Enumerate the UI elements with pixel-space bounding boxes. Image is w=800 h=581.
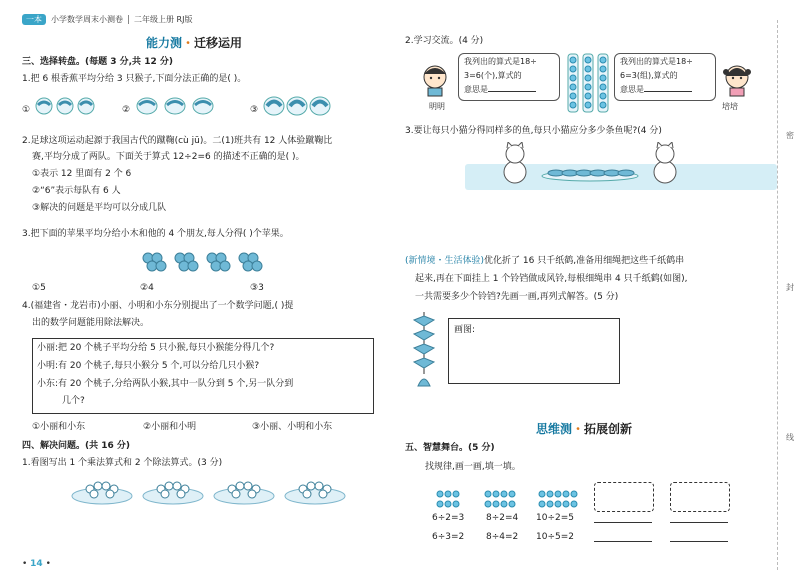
- q4-line-xiaoming: 小明:有 20 个桃子,每只小猴分 5 个,可以分给几只小猴?: [37, 361, 260, 371]
- bubble-1-text-3: 意思是: [464, 85, 488, 94]
- bubble-1-line-1: 我列出的算式是18÷: [464, 57, 537, 66]
- divider: [128, 15, 129, 24]
- page-number: • 14 •: [22, 559, 51, 569]
- question-2-line-2: 赛,平均分成了两队。下面关于算式 12÷2=6 的描述不正确的是( )。: [32, 152, 305, 162]
- q4-line-xiaodong: 小东:有 20 个桃子,分给两队小猴,其中一队分到 5 个,另一队分到: [37, 379, 294, 389]
- q3-option-3[interactable]: ③3: [250, 283, 264, 293]
- q2-option-2[interactable]: ②“6”表示每队有 6 人: [32, 186, 121, 196]
- cake-plates: [70, 476, 360, 506]
- problem-4-line-2: 起来,再在下面挂上 1 个铃铛做成风铃,每根细绳串 4 只千纸鹤(如图),: [415, 274, 688, 284]
- girl-name: 培培: [722, 102, 738, 111]
- problem-3: 3.要让每只小猫分得同样多的鱼,每只小猫应分多少条鱼呢?(4 分): [405, 126, 662, 136]
- section-title-ability: [146, 34, 242, 51]
- answer-blank-1[interactable]: [488, 91, 536, 92]
- bubble-2-line-2: 6=3(组),算式的: [620, 71, 678, 80]
- q4-option-2[interactable]: ②小丽和小明: [143, 422, 197, 432]
- logo: 一本: [22, 14, 46, 25]
- problem-4-line-1: [405, 255, 684, 267]
- book-title: 小学数学周末小测卷: [51, 14, 123, 24]
- binding-margin: [777, 20, 800, 570]
- binding-char-1: 密: [786, 131, 794, 140]
- section-5-instruction: 找规律,画一画,填一填。: [425, 462, 521, 472]
- equation-blank-bottom-2[interactable]: [670, 541, 728, 542]
- section-5-heading: 五、智慧舞台。(5 分): [405, 443, 495, 453]
- equation-top-3: 10÷2=5: [536, 513, 574, 523]
- fish-plate: [540, 166, 640, 182]
- drawing-label: 画图:: [454, 325, 476, 335]
- q4-line-xiaoli: 小丽:把 20 个桃子平均分给 5 只小猴,每只小猴能分得几个?: [37, 343, 275, 353]
- paper-crane-windchime-icon: [410, 312, 438, 394]
- section-title-thinking: [536, 420, 632, 437]
- girl-avatar: [722, 62, 752, 98]
- boy-name: 明明: [429, 102, 445, 111]
- title-part-b: 迁移运用: [194, 36, 243, 50]
- question-3: 3.把下面的苹果平均分给小木和他的 4 个朋友,每人分得( )个苹果。: [22, 229, 289, 239]
- binding-char-2: 封: [786, 283, 794, 292]
- q1-option-3[interactable]: ③: [250, 105, 259, 115]
- answer-blank-2[interactable]: [644, 91, 692, 92]
- pattern-answer-box-2[interactable]: [670, 482, 730, 512]
- equation-top-1: 6÷2=3: [432, 513, 465, 523]
- apple-groups: [140, 246, 268, 274]
- q4-line-xiaodong-2: 几个?: [62, 396, 85, 406]
- equation-bottom-3: 10÷5=2: [536, 532, 574, 542]
- question-2-line-1: 2.足球这项运动起源于我国古代的蹴鞠(cù jū)。二(1)班共有 12 人体验蹴鞠比: [22, 136, 333, 146]
- banana-group-2: [135, 92, 217, 120]
- question-4-line-1: 4.(福建省・龙岩市)小丽、小明和小东分别提出了一个数学问题,( )提: [22, 301, 294, 311]
- q1-option-1[interactable]: ①: [22, 105, 31, 115]
- question-4-line-2: 出的数学问题能用除法解决。: [32, 318, 150, 328]
- cat-left-icon: [500, 142, 530, 184]
- question-1: 1.把 6 根香蕉平均分给 3 只猴子,下面分法正确的是( )。: [22, 74, 247, 84]
- equation-top-2: 8÷2=4: [486, 513, 519, 523]
- pattern-answer-box-1[interactable]: [594, 482, 654, 512]
- title-part-b: 拓展创新: [584, 422, 633, 436]
- q3-option-1[interactable]: ①5: [32, 283, 46, 293]
- bubble-2-text-3: 意思是: [620, 85, 644, 94]
- equation-bottom-2: 8÷4=2: [486, 532, 519, 542]
- banana-group-1: [34, 92, 96, 120]
- equation-blank-bottom-1[interactable]: [594, 541, 652, 542]
- grade-label: 二年级上册 RJ版: [134, 14, 193, 24]
- equation-bottom-1: 6÷3=2: [432, 532, 465, 542]
- title-part-a: 能力测: [146, 36, 183, 50]
- q2-option-1[interactable]: ①表示 12 里面有 2 个 6: [32, 169, 132, 179]
- page-number-value: 14: [30, 559, 43, 569]
- section-3-heading: 三、选择转盘。(每题 3 分,共 12 分): [22, 57, 173, 67]
- cat-right-icon: [650, 142, 680, 184]
- equation-blank-top-1[interactable]: [594, 522, 652, 523]
- context-tag: (新情境・生活体验): [405, 256, 485, 266]
- bubble-2-line-3: [620, 84, 692, 96]
- q4-option-3[interactable]: ③小丽、小明和小东: [252, 422, 333, 432]
- binding-char-3: 线: [786, 433, 794, 442]
- dot-pattern-row: [436, 488, 596, 512]
- q1-option-2[interactable]: ②: [122, 105, 131, 115]
- equation-blank-top-2[interactable]: [670, 522, 728, 523]
- boy-avatar: [420, 62, 450, 98]
- banana-group-3: [262, 92, 332, 120]
- q2-option-3[interactable]: ③解决的问题是平均可以分成几队: [32, 203, 167, 213]
- title-dot: ・: [182, 36, 195, 50]
- problem-4-text-1: 优化折了 16 只千纸鹤,准备用细绳把这些千纸鹤串: [484, 256, 685, 266]
- bubble-1-line-2: 3=6(个),算式的: [464, 71, 522, 80]
- q3-option-2[interactable]: ②4: [140, 283, 154, 293]
- bubble-1-line-3: [464, 84, 536, 96]
- section-4-heading: 四、解决问题。(共 16 分): [22, 441, 131, 451]
- problem-4-line-3: 一共需要多少个铃铛?先画一画,再列式解答。(5 分): [415, 292, 619, 302]
- bubble-2-line-1: 我列出的算式是18÷: [620, 57, 693, 66]
- page-header: [22, 12, 192, 26]
- dot-columns: [566, 53, 610, 113]
- problem-2: 2.学习交流。(4 分): [405, 36, 484, 46]
- title-dot: ・: [572, 422, 585, 436]
- problem-1: 1.看图写出 1 个乘法算式和 2 个除法算式。(3 分): [22, 458, 223, 468]
- title-part-a: 思维测: [536, 422, 573, 436]
- q4-option-1[interactable]: ①小丽和小东: [32, 422, 86, 432]
